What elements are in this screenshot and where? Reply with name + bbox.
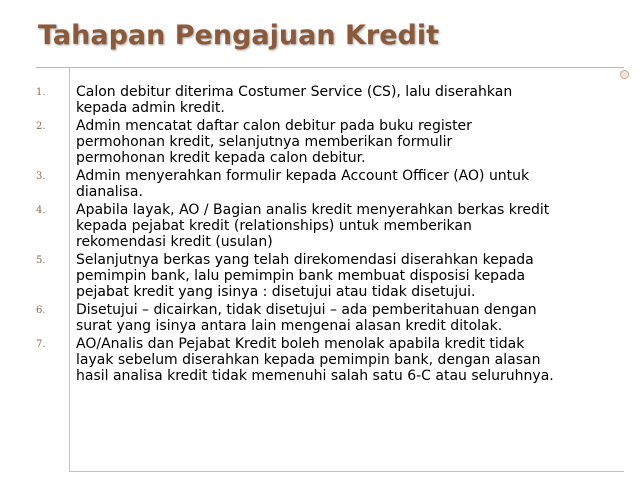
item-number: 6. — [36, 305, 46, 316]
list-item — [36, 118, 616, 166]
item-number: 4. — [36, 205, 46, 216]
item-text: Calon debitur diterima Costumer Service (CS), lalu diserahkan kepada admin kredit. — [76, 84, 513, 116]
list-item — [36, 168, 616, 200]
item-number: 3. — [36, 171, 46, 182]
item-text: AO/Analis dan Pejabat Kredit boleh menolak apabila kredit tidak layak sebelum diserahkan kepada pemimpin bank, dengan alasan hasil analisa kredit tidak memenuhi salah satu 6-C atau seluruhnya. — [76, 336, 554, 384]
item-text: Selanjutnya berkas yang telah direkomendasi diserahkan kepada pemimpin bank, lalu pemimpin bank membuat disposisi kepada pejabat kredit yang isinya : disetujui atau tidak disetujui. — [76, 252, 534, 300]
item-number: 7. — [36, 339, 46, 350]
item-number: 5. — [36, 255, 46, 266]
slide-title: Tahapan Pengajuan Kredit — [38, 20, 439, 51]
item-text: Admin mencatat daftar calon debitur pada buku register permohonan kredit, selanjutnya memberikan formulir permohonan kredit kepada calon debitur. — [76, 118, 472, 166]
list-item — [36, 302, 616, 334]
item-number: 1. — [36, 87, 46, 98]
corner-circle-decoration — [620, 70, 629, 79]
list-item — [36, 336, 616, 384]
item-text: Apabila layak, AO / Bagian analis kredit menyerahkan berkas kredit kepada pejabat kredit (relationships) untuk memberikan rekomendasi kredit (usulan) — [76, 202, 550, 250]
list-item — [36, 84, 616, 116]
item-number: 2. — [36, 121, 46, 132]
steps-list — [36, 84, 616, 384]
title-divider — [36, 67, 624, 68]
bottom-border-line — [69, 471, 624, 472]
item-text: Admin menyerahkan formulir kepada Account Officer (AO) untuk dianalisa. — [76, 168, 530, 200]
list-item — [36, 202, 616, 250]
list-item — [36, 252, 616, 300]
item-text: Disetujui – dicairkan, tidak disetujui – ada pemberitahuan dengan surat yang isinya antara lain mengenai alasan kredit ditolak. — [76, 302, 537, 334]
